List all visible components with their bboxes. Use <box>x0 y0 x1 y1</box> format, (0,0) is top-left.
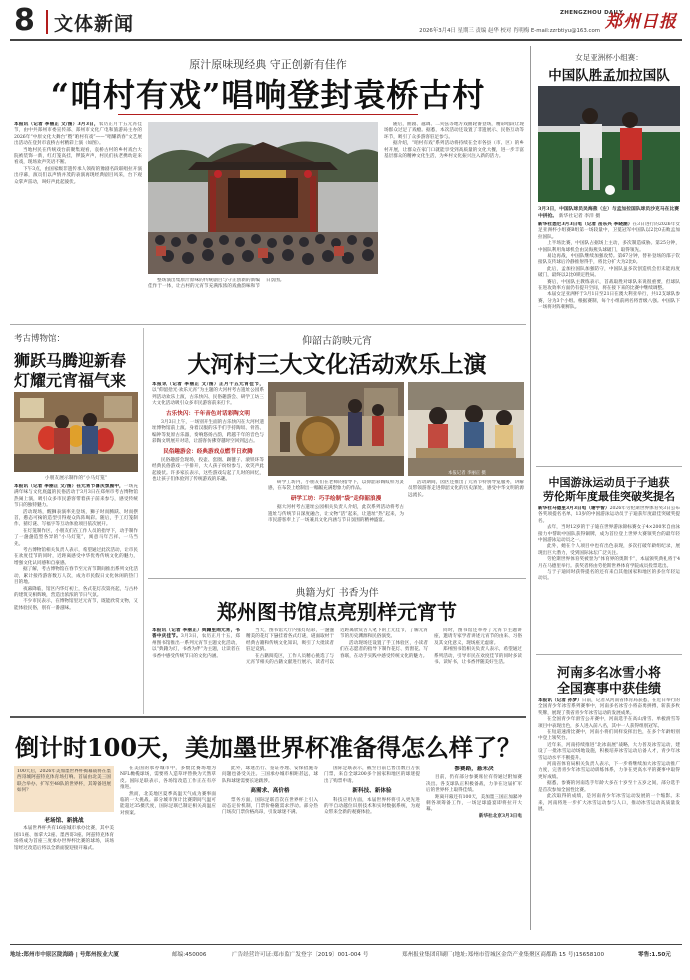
article-paragraph: 研学工坊内，小朋友们在老师的指导下，以仰韶彩陶纹样为灵感，在布袋上绘制出一幅幅充满想象力的作品。 <box>268 480 404 492</box>
article-paragraph: 夜幕降临，馆区内华灯初上，各式花灯次第亮起，与古朴的建筑交相辉映，营造出浓浓的节日气氛。 <box>14 586 138 598</box>
article-paragraph: 目前，仍有部分参赛席位有待通过附加赛决出。各支球队正积极备战，力争在这届扩军后的世界杯上取得佳绩。 <box>426 775 522 794</box>
soccer-photo-image <box>538 86 680 202</box>
article-headline: 灯耀元宵福气来 <box>14 371 127 390</box>
article-paragraph: 然而，北美地区夏季高温天气成为赛事面临的一大挑战。部分城市预计比赛期间气温可能超过35摄氏度，国际足联已制定相关高温应对预案。 <box>120 791 216 816</box>
article-kicker: 典籍为灯 书香为伴 <box>295 588 379 599</box>
article-byline: 本报讯（记者 孙梦） <box>538 698 582 703</box>
article-paragraph: 与于子迪同时获得提名的还有来自其他国家和地区的多位年轻运动员。 <box>538 570 680 582</box>
page-number: 8 <box>14 3 35 38</box>
article-headline: “咱村有戏”唱响登封袁桥古村 <box>50 76 486 114</box>
section-subhead: 民俗趣游会：经典游戏点燃节日欢腾 <box>163 448 253 455</box>
section-subhead: 古乐快闪：千年音色对话彩陶文明 <box>166 410 250 417</box>
article-paragraph: 此次取得的成绩，是河南青少年冰雪运动发展的一个缩影。未来，河南将进一步扩大冰雪运动参与人口，推动冰雪运动高质量发展。 <box>538 794 680 812</box>
craft-photo-image <box>408 382 524 476</box>
section-subhead: 参赛路，悬未决 <box>454 766 494 772</box>
photo-caption <box>538 206 680 221</box>
article-column <box>14 484 138 710</box>
date-editor-line: 2026年3月4日 星期三 责编 赵华 校对 肖明梅 E-mail:zzrbtiyu@163.com <box>419 28 600 34</box>
article-kicker: 仰韶古韵映元宵 <box>302 336 372 347</box>
article-paragraph: 劳伦斯世界体育奖被誉为“体育界的奥斯卡”，本届颁奖典礼将于4月在马德里举行。获奖者将由劳伦斯世界体育学院成员投票选出。 <box>538 557 680 569</box>
section-rule <box>10 324 526 325</box>
page-footer <box>10 944 682 968</box>
article-paragraph: 民俗趣游会现场，投壶、套圈、踢毽子、滚铁环等经典民俗游戏一字排开，大人孩子纷纷参与，欢笑声此起彼伏。许多家长表示，这些游戏勾起了儿时的回忆，也让孩子们体验到了传统游戏的乐趣。 <box>152 458 264 483</box>
photo-credit: 本报记者 李丽正 摄 <box>448 471 486 476</box>
article-headline: 劳伦斯年度最佳突破奖提名 <box>543 490 675 503</box>
article-paragraph: 科技应用方面，本届世界杯将引入更先进的半自动越位识别技术和实时数据系统，为观众带来全新的观赛体验。 <box>324 797 420 816</box>
article-headline: 河南多名冰雪小将 <box>556 666 661 681</box>
section-subhead: 老场馆、新挑战 <box>44 818 84 824</box>
article-headline: 倒计时100天，美加墨世界杯准备得怎么样了？ <box>14 733 522 762</box>
article-paragraph: 上半场比赛，中国队占据场上主动，多次制造威胁。第25分钟，中国队利用角球机会由吴海燕头球破门，取得领先。 <box>538 241 680 253</box>
article-column <box>538 506 680 650</box>
page-header <box>0 0 690 42</box>
footer-ad-license: 广告经营许可证:郑市监广发登字〔2019〕001-004 号 <box>232 952 369 958</box>
column-rule <box>143 328 144 714</box>
article-paragraph: 不少市民表示，在博物馆里过元宵节，既能欣赏文物，又能体验民俗，别有一番滋味。 <box>14 599 138 611</box>
article-paragraph: 本届女足亚洲杯于3月1日至21日在澳大利亚举行，共12支球队参赛，分为3个小组。根据赛制，每个小组前两名将晋级八强。中国队下一场将对阵朝鲜队。 <box>538 292 680 311</box>
article-paragraph: 活动现场，醒狮表演率先登场，狮子时而腾跃、时而摆首，憨态可掬的造型引得观众阵阵喝彩。随后，手工灯笼制作、猜灯谜、写福字等互动体验项目依次展开。 <box>14 509 138 528</box>
article-headline: 狮跃马腾迎新春 <box>14 351 127 370</box>
article-paragraph: 此外，球迷出行、签证办理、安保措施等问题也备受关注。三国承办城市相距甚远，球队和球迷需要长途跋涉。 <box>222 766 318 784</box>
article-paragraph: 活动期间，园区还推出了元宵节特别导览服务，讲解员带领游客走进仰韶文化的历史深处，感受中华文明的源远流长。 <box>408 480 524 498</box>
article-paragraph: 随后，曲剧、越调、二夹弦等地方戏曲轮番登场，精彩唱段让现场群众过足了戏瘾。据悉，本次活动还设置了非遗展示、民俗互动等环节，吸引了众多游客驻足参与。 <box>384 122 524 140</box>
article-paragraph: 当地村民在传统戏台前聚集观看，袁桥古村的乡村戏台大院被装饰一新，红灯笼高挂，锣鼓声声，村民们扶老携幼赶来看戏，现场欢声笑语不断。 <box>14 147 142 166</box>
article-paragraph: 考古博物馆相关负责人表示，希望通过此次活动，让市民在欢度佳节的同时，近距离感受中华优秀传统文化的魅力，增强文化认同感和自豪感。 <box>14 548 138 566</box>
stage-photo-image <box>148 122 378 274</box>
article-paragraph: 以“仰韶拾光·欢乐元宵”为主题的大河村考古遗址公园系列活动欢乐上演，古乐快闪、民俗趣游会、研学工坊三大文化活动吸引众多市民游客前来打卡。 <box>152 388 264 407</box>
article-headline: 中国队胜孟加拉国队 <box>548 68 670 84</box>
section-rule <box>10 716 526 718</box>
article-paragraph: 据了解，考古博物馆在春节至元宵节期间推出系列文化活动，累计接待游客数万人次，成为市民假日文化休闲的热门目的地。 <box>14 567 138 586</box>
article-paragraph: 易边再战，中国队继续加强攻势。第67分钟，替补登场的邵子钦接队友传球后冷静推射得手，将比分扩大为2比0。 <box>538 254 680 266</box>
header-rule <box>10 39 682 41</box>
article-byline: 本报讯（记者 李丽正 文/图）在元宵节喜庆氛围中， <box>14 484 124 489</box>
stage-photo <box>148 122 378 274</box>
article-byline: 本报讯（记者 李丽正）典籍里闹元宵，书香中庆佳节。 <box>152 628 240 640</box>
article-lion <box>10 330 142 712</box>
section-rule <box>536 466 682 467</box>
article-library <box>148 582 526 712</box>
article-paragraph: 在古籍阅览区，工作人员精心挑选了与元宵节相关的古籍文献进行展示，读者可以近距离欣赏古人笔下的上元佳节，了解元宵节的历史渊源和民俗演变。 <box>246 628 428 666</box>
article-paragraph: 在3日进行的2026年女足亚洲杯小组赛B组第一场较量中，卫冕冠军中国队以2比0击败孟加拉国队。 <box>538 222 680 240</box>
article-paragraph: 3月3日上午，一场别开生面的古乐快闪在大河村遗址博物馆前上演。身着汉服的乐手们手持陶埙、骨笛、编钟等复原古乐器，奏响悠扬古韵，跨越千年的音色与彩陶文明展开对话，让游客仿佛穿越时空回到远古。 <box>152 420 264 445</box>
article-kicker: 考古博物馆： <box>14 334 66 344</box>
article-column <box>538 222 680 462</box>
article-column <box>120 766 522 928</box>
drum-photo-image <box>268 382 404 476</box>
section-rule <box>148 578 526 579</box>
section-subhead: 高需求、高价格 <box>250 788 290 795</box>
article-paragraph: 去年，当时12岁的于子迪在世界游泳锦标赛女子4×200米自由泳接力中帮助中国队获得铜牌，成为首位登上世界大赛领奖台的最年轻中国游泳运动员之一。 <box>538 525 680 544</box>
footer-printer: 郑州报业集团印刷厂(地址:郑州市管城区金岱产业集聚区商都路 15 号)15658100 <box>402 952 605 958</box>
article-headline: 郑州图书馆点亮别样元宵节 <box>217 600 457 624</box>
article-column <box>14 816 114 928</box>
article-paragraph: 郑州图书馆相关负责人表示，希望通过系列活动，引导市民在欢度佳节的同时多读书、读好书，让书香伴随美好生活。 <box>434 647 522 666</box>
article-column <box>14 122 142 318</box>
caption-credit: 新华社记者 李洋 摄 <box>558 214 601 220</box>
footer-price: 零售:1.50元 <box>638 952 671 958</box>
article-paragraph: 在短道速滑比赛中，河南小将们同样发挥出色，在多个年龄组别中登上领奖台。 <box>538 730 680 742</box>
section-title: 文体新闻 <box>54 13 135 35</box>
section-subhead: 研学工坊：巧手绘制“袋”走仰韶浪漫 <box>290 495 382 502</box>
column-rule <box>530 46 531 930</box>
drum-photo <box>268 382 404 476</box>
article-paragraph: 本届世界杯共有16座城市承办比赛，其中美国11座、加拿大2座、墨西哥3座。阿兹特克体育场将成为首座三度承办世界杯比赛的球场，该场馆经过改造后将以全新面貌迎接开幕式。 <box>14 826 114 851</box>
photo-caption: 小朋友展示制作的“小马灯笼” <box>44 476 108 481</box>
article-henan <box>536 658 682 930</box>
article-paragraph: 近年来，河南持续推进“北冰南展”战略，大力普及冰雪运动，建设了一批冰雪运动场地设施，积极培养冰雪运动后备人才，青少年冰雪运动水平不断提升。 <box>538 742 680 761</box>
article-kicker: 原汁原味现经典 守正创新有佳作 <box>189 58 347 71</box>
article-paragraph: 整场演出集原汁原味的传统剧目与守正创新的新编佳作于一体，让古村的元宵节充满浓浓的戏曲韵味和节日氛围。 <box>148 278 285 290</box>
article-headline: 全国赛事中获佳绩 <box>556 682 661 697</box>
article-paragraph: 此外，她在个人项目中也有出色表现，多次打破年龄组纪录，展现出巨大潜力，受到国际泳坛广泛关注。 <box>538 544 680 556</box>
article-headline: 大河村三大文化活动欢乐上演 <box>187 351 487 378</box>
soccer-photo <box>538 86 680 202</box>
article-column <box>268 480 404 572</box>
article-column <box>538 698 680 930</box>
article-column <box>152 382 264 572</box>
article-main <box>10 50 526 318</box>
craft-photo <box>408 382 524 476</box>
article-paragraph: 一场充满年味与文化底蕴的民俗活动于3月3日在郑州市考古博物馆热闹上演，吸引众多市民游客带着孩子前来参与，感受传统节日的独特魅力。 <box>14 484 138 509</box>
article-paragraph: 据介绍，“咱村有戏”系列活动将持续在全市各县（市、区）的乡村开展，让群众在家门口就能享受到高质量的文化大餐，进一步丰富基层群众的精神文化生活，为乡村文化振兴注入新的活力。 <box>384 141 524 160</box>
article-summary: 100天后，2026年美加墨世界杯揭幕战将在墨西哥城阿兹特克体育场打响。首届由北美三国联合举办、扩军至48队的世界杯，其筹备进展如何？ <box>17 769 111 794</box>
lantern-photo-image <box>14 392 138 472</box>
article-paragraph: 当天，图书馆大厅内张灯结彩，一盏盏精美的花灯下悬挂着各式灯谜，谜面取材于经典古籍和传统文化知识，吸引了大批读者驻足竞猜。 <box>246 628 334 653</box>
article-paragraph: 2026年劳伦斯世界体育奖3日公布各奖项提名名单，13岁的中国游泳运动员于子迪获年度最佳突破奖提名。 <box>538 506 680 524</box>
article-paragraph: 在美国的承办城市中，多数比赛场地为NFL橄榄球场，需要将人造草坪替换为天然草皮。国际足联表示，各场馆改造工作正在有序推进。 <box>120 766 216 791</box>
footer-address: 地址:郑州市中原区陇海路 | 号郑州报业大厦 <box>10 952 119 958</box>
section-subhead: 新科技、新体验 <box>352 788 392 795</box>
article-paragraph: 国际足联表示，截至目前已售出数百万张门票，来自全球200多个国家和地区的球迷提出了购票申请。 <box>324 766 420 784</box>
article-column <box>408 480 524 572</box>
article-byline: 本报讯（记者 李丽正 文/图）正月十五元宵佳节， <box>152 382 264 387</box>
article-paragraph: 同时，图书馆还举办了元宵节主题讲座，邀请专家学者讲述元宵节的由来、习俗及其文化意义，现场座无虚席。 <box>434 628 522 646</box>
article-paragraph: 日前，记者从河南省体育局获悉，在近日举行的全国青少年冰雪系列赛事中，河南多名冰雪小将奋勇拼搏，斩获多枚奖牌，展现了我省青少年冰雪运动的发展成果。 <box>538 698 680 716</box>
article-paragraph: 在全国青少年滑雪公开赛中，河南选手在高山滑雪、单板滑雪等项目中表现出色，多人进入前八名，其中一人获得组别冠军。 <box>538 717 680 729</box>
article-paragraph: 票务方面，国际足联首次在世界杯上引入动态定价机制，门票价格随需求浮动。部分热门场次门票价格高昂，引发球迷不满。 <box>222 797 318 816</box>
masthead-logo: 郑州日报 <box>605 12 677 32</box>
article-column <box>148 278 378 318</box>
article-paragraph: 农历正月十五元宵佳节，由中共郑州市委宣传部、郑州市文化广电和旅游局主办的2026年“中原文化大舞台”暨“咱村有戏”——“唱耀新春”文艺展出活动在登封市袁桥古村精彩上演（如图）。 <box>14 122 142 147</box>
article-headline: 中国游泳运动员于子迪获 <box>548 476 670 489</box>
article-paragraph: 此后，孟加拉国队加强防守，中国队虽多次创造机会但未能再度破门，最终以2比0锁定胜局。 <box>538 266 680 279</box>
article-paragraph: 活动现场还设置了手工体验区，小读者们在志愿者的指导下制作花灯、剪窗花、写春联，在动手实践中感受传统文化的魅力。 <box>340 640 428 659</box>
headline-rule <box>118 114 418 115</box>
summary-box <box>14 766 114 812</box>
article-paragraph: 距离开幕还有100天，美加墨三国正加紧冲刺各项筹备工作，一场足球盛宴即将拉开大幕。 <box>426 794 522 813</box>
footer-postcode: 邮编:450006 <box>172 952 207 958</box>
article-byline: 新华社悉尼3月3日电（记者 岳东兴 李晓涵） <box>538 222 633 227</box>
section-divider <box>46 10 48 34</box>
article-paragraph: 据悉，参赛的河南选手年龄大多在十岁至十五岁之间，部分选手是首次参加全国性比赛。 <box>538 781 680 793</box>
article-paragraph: 在灯笼制作区，小朋友们在工作人员的指导下，动手制作了一盏盏造型各异的“小马灯笼”，寓意马年吉祥、一马当先。 <box>14 528 138 547</box>
article-soccer <box>536 50 682 462</box>
article-column <box>152 628 522 712</box>
article-ski <box>536 470 682 650</box>
article-paragraph: 据大河村考古遗址公园相关负责人介绍，此次系列活动将考古遗址与传统节日深度融合，让文物“活”起来，让遗址“热”起来，为市民游客奉上了一场兼具文化内涵与节日氛围的精神盛宴。 <box>268 505 404 524</box>
article-paragraph: 3月3日，农历正月十五，郑州图书馆推出一系列元宵节主题文化活动，以“典籍为灯，书香为伴”为主题，让读者在书香中感受传统节日的文化内涵。 <box>152 634 240 659</box>
article-village <box>148 330 526 574</box>
section-rule <box>536 654 682 655</box>
lantern-photo <box>14 392 138 472</box>
article-worldcup <box>10 722 526 930</box>
caption-text: 3月3日，中国队球员吴海燕（左）与孟加拉国队球员沙克马在比赛中拼抢。 <box>538 206 679 220</box>
article-paragraph: 河南省体育局相关负责人表示，下一步将继续加大冰雪运动推广力度，完善青少年冰雪运动训练体系，力争在更高水平的赛事中取得更好成绩。 <box>538 762 680 780</box>
article-byline: 本报讯（记者 李丽正 文/图）3月3日， <box>14 122 99 127</box>
article-kicker: 女足亚洲杯小组赛： <box>575 53 643 62</box>
article-paragraph: 赛后，中国队主教练表示，首战取胜对球队来说很重要，但球队在进攻效率方面仍有提升空间，将在接下来的比赛中继续调整。 <box>538 279 680 292</box>
article-column <box>384 122 524 318</box>
paper-name-en: ZHENGZHOU DAILY <box>560 10 624 16</box>
article-source: 新华社北京3月3日电 <box>478 813 522 819</box>
article-byline: 新华社马德里3月3日电（谢宇智） <box>538 506 610 511</box>
article-paragraph: 下午3点，由国家级非遗传承人领衔的豫剧名段联唱拉开演出序幕，演员们以声情并茂的表演再现经典剧目风采，台下观众掌声雷动，叫好声此起彼伏。 <box>14 166 142 185</box>
